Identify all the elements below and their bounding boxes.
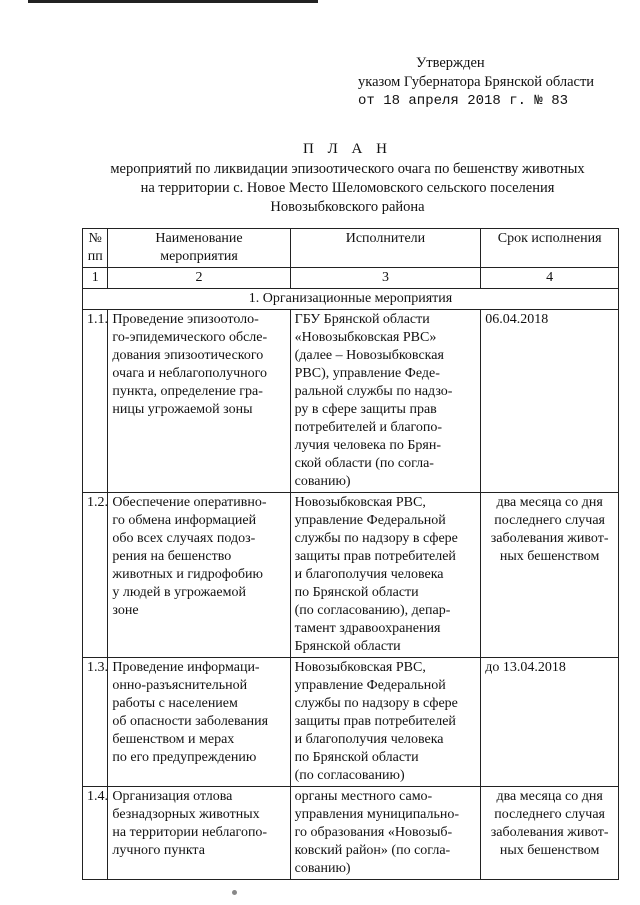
row-name: Обеспечение оперативно- го обмена информацией обо всех случаях подоз- рения на бешенство животных и гидрофобию у людей в угрожаемой зоне: [108, 493, 290, 658]
row-name: Организация отлова безнадзорных животных на территории неблагопо- лучного пункта: [108, 787, 290, 880]
table-row: [83, 493, 619, 658]
colnum-1: 1: [83, 268, 108, 289]
top-border-line: [28, 0, 318, 3]
document-title: [70, 140, 625, 217]
row-executors: Новозыбковская РВС, управление Федеральной службы по надзору в сфере защиты прав потребителей и благополучия человека по Брянской области (по согласованию): [290, 658, 481, 787]
scan-speck: [232, 890, 237, 895]
colnum-4: 4: [481, 268, 619, 289]
approval-line-3: от 18 апреля 2018 г. № 83: [358, 93, 569, 109]
row-num: 1.4.: [83, 787, 108, 880]
title-line-1: мероприятий по ликвидации эпизоотического очага по бешенству животных: [110, 161, 585, 177]
plan-table: [82, 228, 619, 880]
title-plan: П Л А Н: [303, 141, 392, 157]
row-num: 1.1.: [83, 310, 108, 493]
approval-line-1: Утвержден: [416, 55, 485, 71]
header-num: № пп: [83, 229, 108, 268]
colnum-3: 3: [290, 268, 481, 289]
title-line-2: на территории с. Новое Место Шеломовского сельского поселения: [140, 180, 555, 196]
colnum-2: 2: [108, 268, 290, 289]
approval-line-2: указом Губернатора Брянской области: [358, 74, 595, 90]
table-row: [83, 658, 619, 787]
approval-stamp: [358, 54, 618, 111]
row-executors: органы местного само- управления муниципально- го образования «Новозыб- ковский район» (по согла- сованию): [290, 787, 481, 880]
row-deadline: 06.04.2018: [481, 310, 619, 493]
row-deadline: до 13.04.2018: [481, 658, 619, 787]
table-row: [83, 310, 619, 493]
table-header-row: [83, 229, 619, 268]
row-deadline: два месяца со дня последнего случая заболевания живот- ных бешенством: [481, 493, 619, 658]
header-executors: Исполнители: [290, 229, 481, 268]
header-deadline: Срок исполнения: [481, 229, 619, 268]
row-executors: Новозыбковская РВС, управление Федеральной службы по надзору в сфере защиты прав потребителей и благополучия человека по Брянской области (по согласованию), депар- тамент здравоохранения Брянской области: [290, 493, 481, 658]
title-line-3: Новозыбковского района: [270, 199, 425, 215]
table-row: [83, 787, 619, 880]
row-name: Проведение эпизоотоло- го-эпидемического обсле- дования эпизоотического очага и неблагополучного пункта, определение гра- ницы угрожаемой зоны: [108, 310, 290, 493]
table-colnum-row: [83, 268, 619, 289]
header-name: Наименование мероприятия: [108, 229, 290, 268]
row-name: Проведение информаци- онно-разъяснительной работы с населением об опасности заболевания бешенством и мерах по его предупреждению: [108, 658, 290, 787]
section-row: [83, 289, 619, 310]
row-executors: ГБУ Брянской области «Новозыбковская РВС» (далее – Новозыбковская РВС), управление Феде- ральной службы по надзо- ру в сфере защиты прав потребителей и благопо- лучия человека по Брян- ской области (по согла- сованию): [290, 310, 481, 493]
section-title: 1. Организационные мероприятия: [83, 289, 619, 310]
row-num: 1.3.: [83, 658, 108, 787]
row-num: 1.2.: [83, 493, 108, 658]
row-deadline: два месяца со дня последнего случая заболевания живот- ных бешенством: [481, 787, 619, 880]
